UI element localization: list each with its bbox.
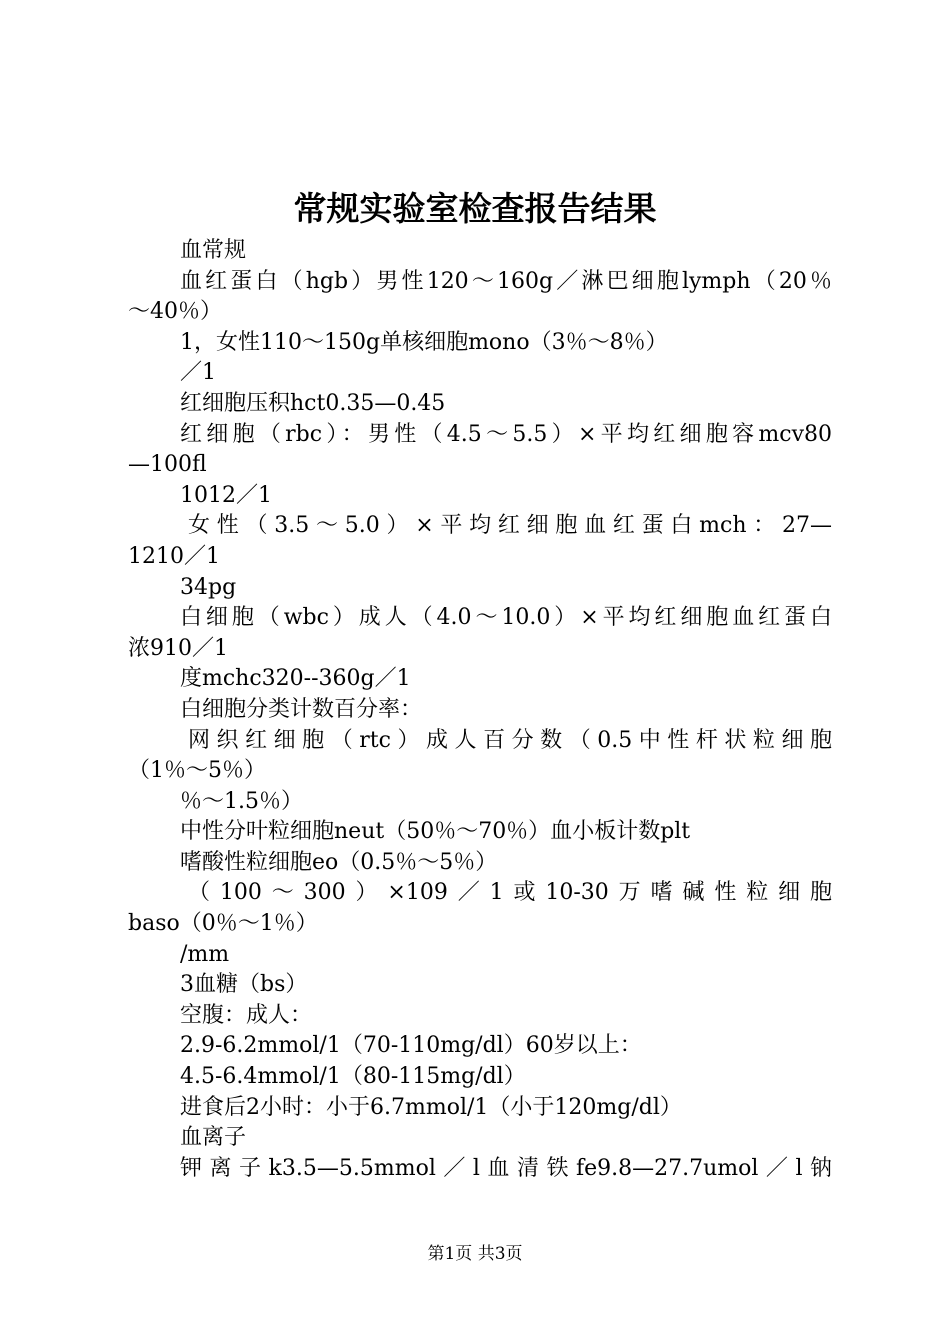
text-line: 1，女性110～150g单核细胞mono（3％～8％） [180, 329, 668, 355]
text-line: baso（0％～1％） [128, 911, 318, 937]
text-line: 红细胞（rbc）：男性（4.5～5.5）×平均红细胞容mcv80 [180, 421, 832, 447]
text-line: 进食后2小时：小于6.7mmol/1（小于120mg/dl） [180, 1094, 682, 1120]
text-line: 空腹：成人： [180, 1002, 313, 1028]
document-body [128, 236, 832, 1184]
text-line: 34pg [180, 574, 237, 600]
text-line: 钾离子k3.5—5.5mmol／l血清铁fe9.8—27.7umol／l钠 [180, 1155, 832, 1181]
text-line: —100fl [128, 452, 207, 478]
text-line: 1210／1 [128, 543, 220, 569]
text-line: 网织红细胞（rtc）成人百分数（0.5中性杆状粒细胞 [188, 727, 832, 753]
text-line: 中性分叶粒细胞neut（50％～70％）血小板计数plt [180, 819, 691, 845]
text-line: 血红蛋白（hgb）男性120～160g／淋巴细胞lymph（20％ [180, 268, 832, 294]
page-footer: 第1页 共3页 [427, 1244, 523, 1264]
text-line: （100～300）×109／1或10-30万嗜碱性粒细胞 [188, 880, 832, 906]
text-line: ～40％） [128, 299, 222, 325]
text-line: 3血糖（bs） [180, 972, 308, 998]
text-line: 4.5-6.4mmol/1（80-115mg/dl） [180, 1064, 526, 1090]
text-line: 白细胞分类计数百分率： [180, 696, 423, 722]
text-line: 红细胞压积hct0.35—0.45 [180, 390, 446, 416]
text-line: 嗜酸性粒细胞eo（0.5％～5％） [180, 849, 498, 875]
text-line: （1％～5％） [128, 758, 266, 784]
text-line: 血离子 [180, 1125, 247, 1151]
text-line: /mm [180, 941, 230, 967]
text-line: 女性（3.5～5.0）×平均红细胞血红蛋白mch：27— [188, 513, 832, 539]
text-line: 血常规 [180, 238, 247, 263]
text-line: 2.9-6.2mmol/1（70-110mg/dl）60岁以上： [180, 1033, 642, 1059]
text-line: 浓910／1 [128, 635, 228, 661]
text-line: ％～1.5％） [180, 788, 303, 814]
text-line: 白细胞（wbc）成人（4.0～10.0）×平均红细胞血红蛋白 [180, 605, 832, 631]
text-line: 1012／1 [180, 482, 272, 508]
text-line: 度mchc320--360g／1 [180, 666, 411, 692]
text-line: ／1 [180, 360, 216, 386]
page-title: 常规实验室检查报告结果 [293, 189, 657, 228]
